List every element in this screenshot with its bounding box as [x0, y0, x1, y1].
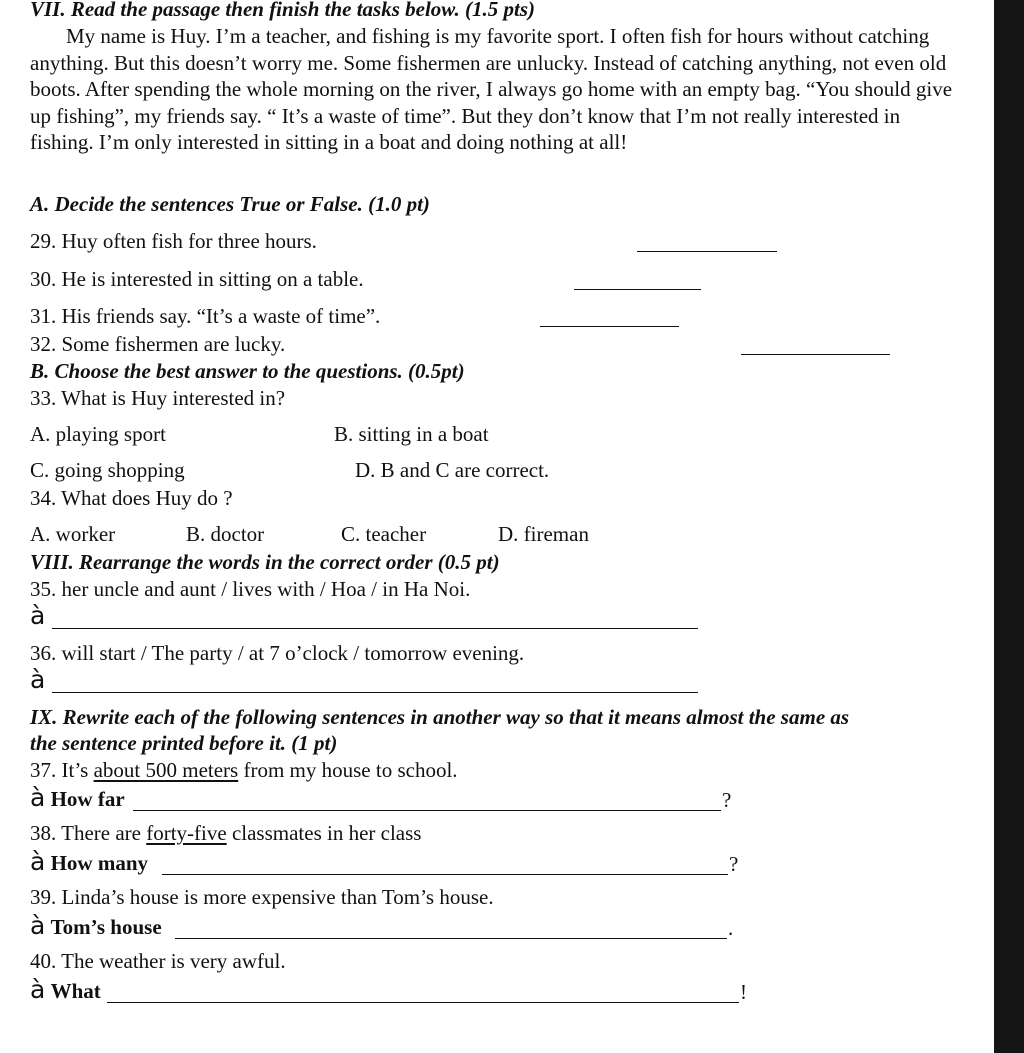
page-edge-shadow — [994, 0, 1024, 1053]
arrow-icon: à — [30, 975, 46, 1004]
answer-blank-30[interactable] — [574, 289, 701, 290]
reading-passage — [30, 23, 960, 156]
answer-line-37[interactable] — [133, 810, 721, 811]
rewrite-line-38 — [30, 849, 148, 876]
rewrite-lead: What — [50, 979, 101, 1003]
option-34-c[interactable]: C. teacher — [341, 522, 427, 546]
end-punctuation: . — [728, 916, 734, 940]
question-31: 31. His friends say. “It’s a waste of time”. — [30, 304, 381, 328]
option-34-a[interactable]: A. worker — [30, 522, 116, 546]
question-33: 33. What is Huy interested in? — [30, 386, 286, 410]
underlined-phrase: about 500 meters — [93, 758, 239, 782]
arrow-icon: à — [30, 601, 46, 630]
end-punctuation: ? — [722, 788, 732, 812]
answer-line-36[interactable] — [52, 692, 698, 693]
question-30: 30. He is interested in sitting on a table. — [30, 267, 364, 291]
rewrite-lead: Tom’s house — [50, 915, 162, 939]
question-37: 37. It’s about 500 meters from my house to school. — [30, 758, 458, 782]
answer-blank-31[interactable] — [540, 326, 679, 327]
underlined-phrase: forty-five — [146, 821, 227, 845]
rewrite-lead: How many — [50, 851, 149, 875]
section-7-heading: VII. Read the passage then finish the tasks below. (1.5 pts) — [30, 0, 536, 21]
question-35: 35. her uncle and aunt / lives with / Hoa / in Ha Noi. — [30, 577, 471, 601]
answer-line-35[interactable] — [52, 628, 698, 629]
section-8-heading: VIII. Rearrange the words in the correct order (0.5 pt) — [30, 550, 500, 574]
arrow-icon: à — [30, 783, 46, 812]
rewrite-lead: How far — [50, 787, 125, 811]
answer-line-38[interactable] — [162, 874, 728, 875]
answer-blank-29[interactable] — [637, 251, 777, 252]
arrow-icon: à — [30, 911, 46, 940]
question-40: 40. The weather is very awful. — [30, 949, 286, 973]
question-36: 36. will start / The party / at 7 o’clock / tomorrow evening. — [30, 641, 525, 665]
arrow-icon: à — [30, 847, 46, 876]
option-34-b[interactable]: B. doctor — [186, 522, 265, 546]
part-b-heading: B. Choose the best answer to the questions. (0.5pt) — [30, 359, 465, 383]
end-punctuation: ! — [740, 980, 747, 1004]
question-38: 38. There are forty-five classmates in her class — [30, 821, 422, 845]
part-a-heading: A. Decide the sentences True or False. (1.0 pt) — [30, 192, 430, 216]
question-32: 32. Some fishermen are lucky. — [30, 332, 286, 356]
answer-line-39[interactable] — [175, 938, 727, 939]
option-33-a[interactable]: A. playing sport — [30, 422, 166, 446]
answer-line-40[interactable] — [107, 1002, 739, 1003]
question-39: 39. Linda’s house is more expensive than Tom’s house. — [30, 885, 494, 909]
option-33-c[interactable]: C. going shopping — [30, 458, 185, 482]
option-34-d[interactable]: D. fireman — [498, 522, 589, 546]
rewrite-line-39 — [30, 913, 162, 940]
passage-text: My name is Huy. I’m a teacher, and fishing is my favorite sport. I often fish for hours without catching anything. But this doesn’t worry me. Some fishermen are unlucky. Instead of catching anything, not even old boots. After spending the whole morning on the river, I always go home with an empty bag. “You should give up fishing”, my friends say. “ It’s a waste of time”. But they don’t know that I’m not really interested in fishing. I’m only interested in sitting in a boat and doing nothing at all! — [30, 24, 953, 154]
section-9-heading-line-2: the sentence printed before it. (1 pt) — [30, 731, 338, 755]
option-33-d[interactable]: D. B and C are correct. — [355, 458, 550, 482]
option-33-b[interactable]: B. sitting in a boat — [334, 422, 489, 446]
question-29: 29. Huy often fish for three hours. — [30, 229, 317, 253]
rewrite-line-40 — [30, 977, 101, 1004]
rewrite-line-37 — [30, 785, 125, 812]
section-9-heading-line-1: IX. Rewrite each of the following sentences in another way so that it means almost the same as — [30, 705, 850, 729]
arrow-icon: à — [30, 665, 46, 694]
question-34: 34. What does Huy do ? — [30, 486, 233, 510]
answer-blank-32[interactable] — [741, 354, 890, 355]
end-punctuation: ? — [729, 852, 739, 876]
